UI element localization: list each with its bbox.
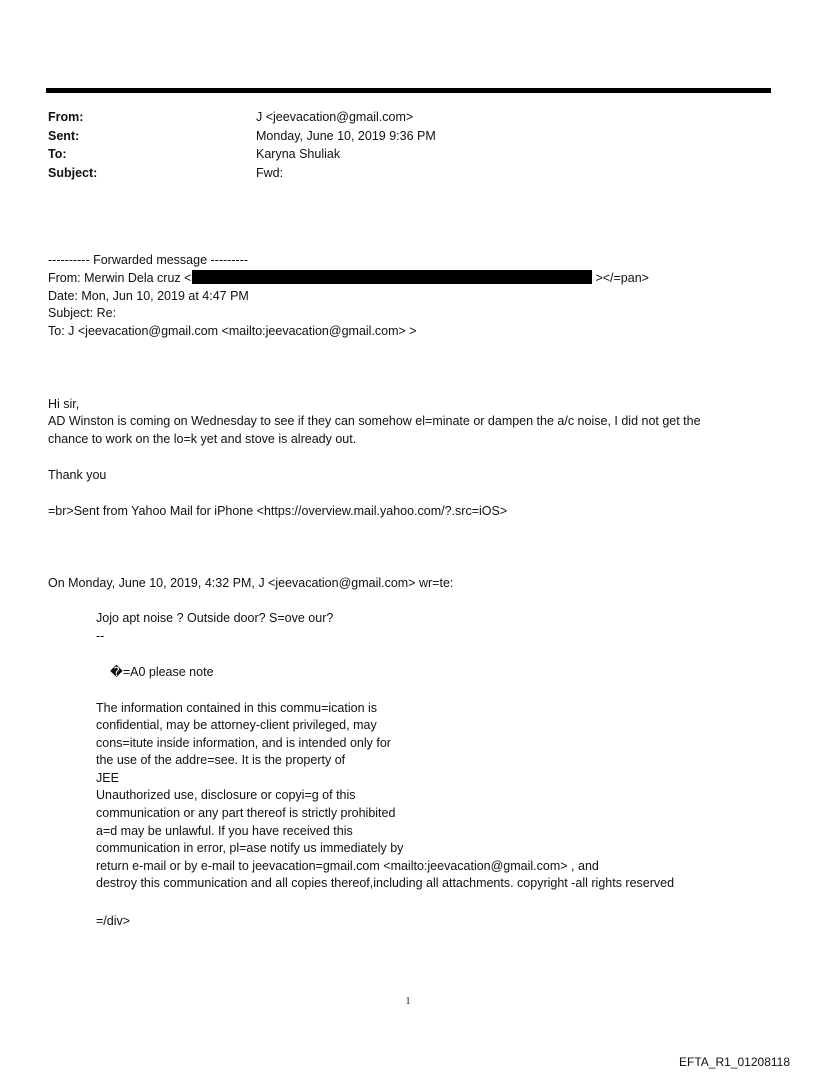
forward-subject: Subject: Re: — [48, 306, 117, 320]
body-paragraph-line: chance to work on the lo=k yet and stove is already out. — [48, 432, 357, 446]
page-number: 1 — [405, 996, 411, 1007]
header-to-row — [48, 145, 436, 164]
disclaimer-line: the use of the addre=see. It is the property of — [96, 753, 346, 767]
forward-banner: ---------- Forwarded message --------- — [48, 253, 248, 267]
forward-to: To: J <jeevacation@gmail.com <mailto:jeevacation@gmail.com> > — [48, 324, 417, 338]
from-value: J <jeevacation@gmail.com> — [256, 110, 414, 124]
forward-from-prefix: From: Merwin Dela cruz < — [48, 271, 192, 285]
bates-number: EFTA_R1_01208118 — [679, 1055, 790, 1069]
disclaimer-line: cons=itute inside information, and is intended only for — [96, 736, 391, 750]
disclaimer-line: JEE — [96, 771, 119, 785]
div-close: =/div> — [96, 914, 131, 928]
subject-value: Fwd: — [256, 165, 284, 180]
thanks: Thank you — [48, 468, 107, 482]
from-label: From: — [48, 110, 84, 124]
quoted-note: �=A0 please note — [110, 665, 214, 679]
quote-header: On Monday, June 10, 2019, 4:32 PM, J <jeevacation@gmail.com> wr=te: — [48, 576, 454, 590]
subject-label: Subject: — [48, 165, 98, 180]
signature: =br>Sent from Yahoo Mail for iPhone <https://overview.mail.yahoo.com/?.src=iOS> — [48, 504, 508, 518]
forward-from — [48, 270, 649, 287]
header-rule — [46, 88, 771, 93]
disclaimer-line: destroy this communication and all copies thereof,including all attachments. copyright -all rights reserved — [96, 876, 675, 890]
quoted-line: Jojo apt noise ? Outside door? S=ove our? — [96, 611, 334, 625]
header-subject-row — [48, 164, 436, 183]
forward-date: Date: Mon, Jun 10, 2019 at 4:47 PM — [48, 289, 249, 303]
greeting: Hi sir, — [48, 397, 80, 411]
to-value: Karyna Shuliak — [256, 147, 341, 161]
disclaimer-line: a=d may be unlawful. If you have received this — [96, 824, 353, 838]
disclaimer-line: communication or any part thereof is strictly prohibited — [96, 806, 396, 820]
email-header — [48, 108, 436, 182]
header-sent-row — [48, 127, 436, 146]
disclaimer-line: Unauthorized use, disclosure or copyi=g of this — [96, 788, 356, 802]
to-label: To: — [48, 147, 67, 161]
disclaimer-line: communication in error, pl=ase notify us immediately by — [96, 841, 404, 855]
forward-from-suffix: ></=pan> — [595, 271, 649, 285]
sent-value: Monday, June 10, 2019 9:36 PM — [256, 128, 436, 143]
header-from-row — [48, 108, 436, 127]
disclaimer-line: return e-mail or by e-mail to jeevacation=gmail.com <mailto:jeevacation@gmail.com> , and — [96, 859, 599, 873]
redaction-bar — [192, 270, 592, 284]
disclaimer-line: The information contained in this commu=ication is — [96, 701, 378, 715]
sent-label: Sent: — [48, 128, 80, 143]
disclaimer-line: confidential, may be attorney-client privileged, may — [96, 718, 377, 732]
quoted-dashes: -- — [96, 629, 105, 643]
body-paragraph-line: AD Winston is coming on Wednesday to see if they can somehow el=minate or dampen the a/c noise, I did not get the — [48, 414, 701, 428]
